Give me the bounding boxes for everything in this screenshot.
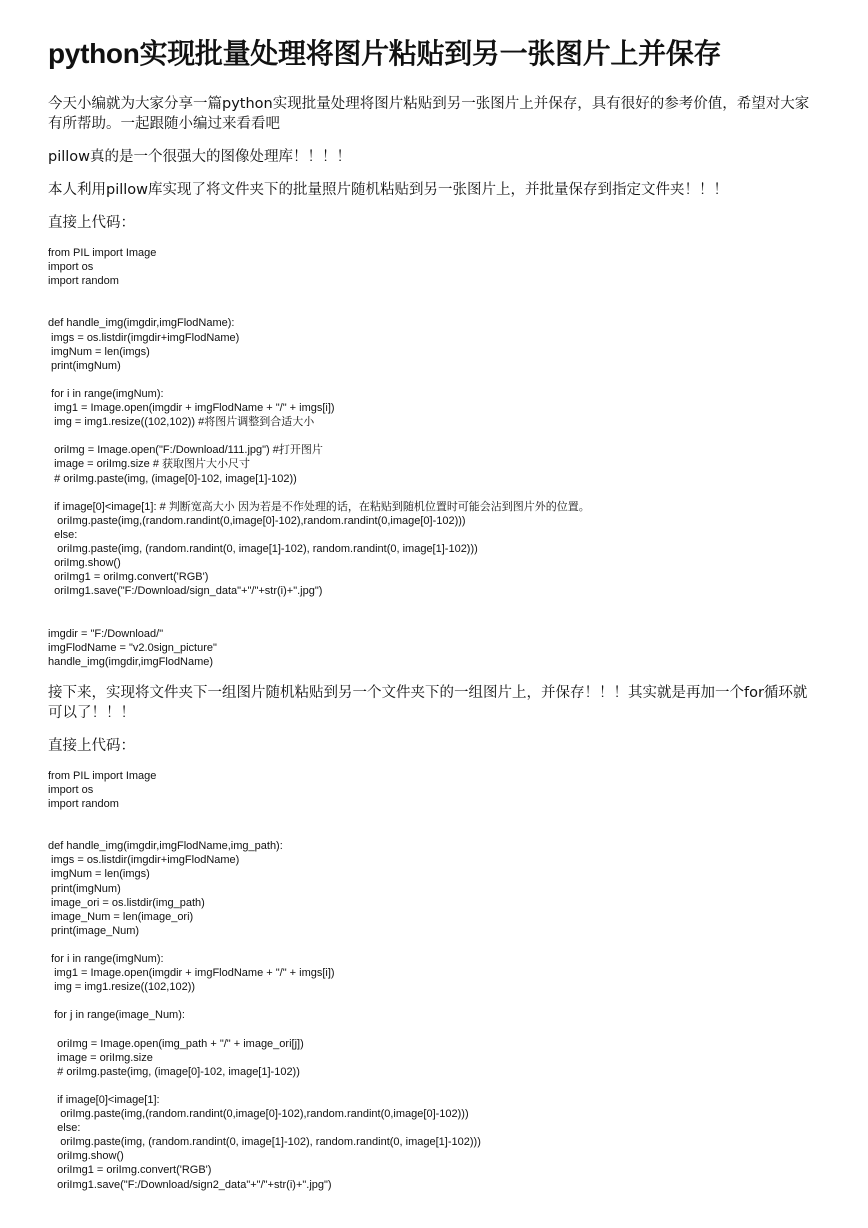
paragraph-code-intro-2: 直接上代码： (48, 737, 135, 754)
paragraph-pillow: pillow真的是一个很强大的图像处理库！！！！ (48, 149, 352, 165)
paragraph-code-intro-1: 直接上代码： (48, 215, 135, 231)
paragraph-next-step: 接下来，实现将文件夹下一组图片随机粘贴到另一个文件夹下的一组图片上，并保存！！！其实就是再加一个for循环就可以了！！！ (48, 684, 808, 721)
paragraph-description: 本人利用pillow库实现了将文件夹下的批量照片随机粘贴到另一张图片上，并批量保存到指定文件夹！！！ (48, 182, 729, 198)
code-block-1: from PIL import Image import os import random def handle_img(imgdir,imgFlodName): imgs = os.listdir(imgdir+imgFlodName) imgNum = len(imgs) print(imgNum) for i in range(imgNum): img1 = Image.open(imgdir + imgFlodName + "/" + imgs[i]) img = img1.resize((102,102)) #将图片调整到合适大小 oriImg = Image.open("F:/Download/111.jpg") #打开图片 image = oriImg.size # 获取图片大小尺寸 # oriImg.paste(img, (image[0]-102, image[1]-102)) if image[0]<image[1]: # 判断宽高大小 因为若是不作处理的话，在粘贴到随机位置时可能会沾到图片外的位置。 oriImg.paste(img,(random.randint(0,image[0]-102),random.randint(0,image[0]-102))) else: oriImg.paste(img, (random.randint(0, image[1]-102), random.randint(0, image[1]-102))) oriImg.show() oriImg1 = oriImg.convert('RGB') oriImg1.save("F:/Download/sign_data"+"/"+str(i)+".jpg") imgdir = "F:/Download/" imgFlodName = "v2.0sign_picture" handle_img(imgdir,imgFlodName) (48, 247, 590, 668)
code-block-2: from PIL import Image import os import random def handle_img(imgdir,imgFlodName,img_path): imgs = os.listdir(imgdir+imgFlodName) imgNum = len(imgs) print(imgNum) image_ori = os.listdir(img_path) image_Num = len(image_ori) print(image_Num) for i in range(imgNum): img1 = Image.open(imgdir + imgFlodName + "/" + imgs[i]) img = img1.resize((102,102)) for j in range(image_Num): oriImg = Image.open(img_path + "/" + image_ori[j]) image = oriImg.size # oriImg.paste(img, (image[0]-102, image[1]-102)) if image[0]<image[1]: oriImg.paste(img,(random.randint(0,image[0]-102),random.randint(0,image[0]-102))) else: oriImg.paste(img, (random.randint(0, image[1]-102), random.randint(0, image[1]-102))) oriImg.show() oriImg1 = oriImg.convert('RGB') oriImg1.save("F:/Download/sign2_data"+"/"+str(i)+".jpg") (48, 769, 481, 1191)
article (48, 32, 818, 1206)
intro-paragraph: 今天小编就为大家分享一篇python实现批量处理将图片粘贴到另一张图片上并保存，具有很好的参考价值，希望对大家有所帮助。一起跟随小编过来看看吧 (48, 96, 810, 132)
article-title: python实现批量处理将图片粘贴到另一张图片上并保存 (48, 38, 722, 69)
